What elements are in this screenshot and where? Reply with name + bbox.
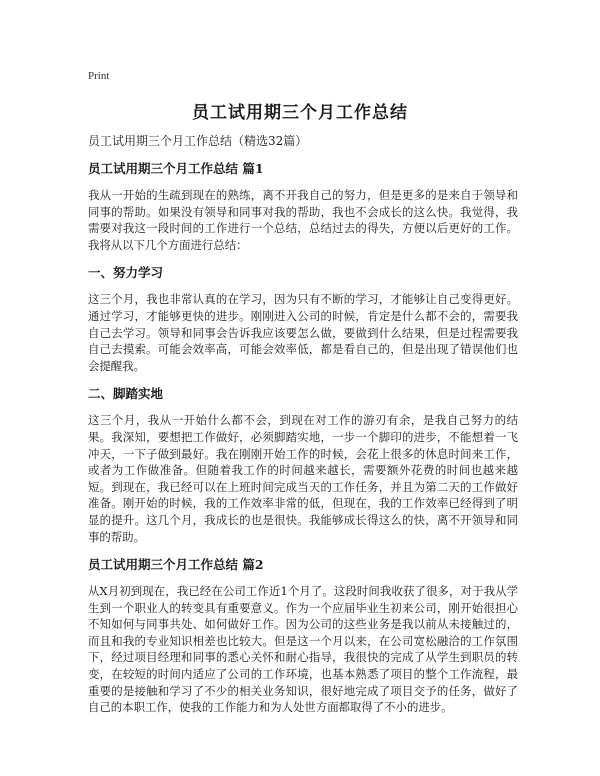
section-1-paragraph-practical: 这三个月，我从一开始什么都不会，到现在对工作的游刃有余，是我自己努力的结果。我深知，要想把工作做好，必须脚踏实地，一步一个脚印的进步，不能想着一飞冲天，一下子做到最好。我在刚刚开始工作的时候，会花上很多的休息时间来工作，或者为工作做准备。但随着我工作的时间越来越长，需要额外花费的时间也越来越短。到现在，我已经可以在上班时间完成当天的工作任务，并且为第二天的工作做好准备。刚开始的时候，我的工作效率非常的低，但现在，我的工作效率已经得到了明显的提升。这几个月，我成长的也是很快。我能够成长得这么的快，离不开领导和同事的帮助。 <box>88 413 518 544</box>
document-subtitle: 员工试用期三个月工作总结（精选32篇） <box>88 134 308 148</box>
section-1-title: 员工试用期三个月工作总结 篇1 <box>88 161 264 176</box>
section-1-intro: 我从一开始的生疏到现在的熟练，离不开我自己的努力，但是更多的是来自于领导和同事的帮助。如果没有领导和同事对我的帮助，我也不会成长的这么快。我觉得，我需要对我这一段时间的工作进行一个总结，总结过去的得失，方便以后更好的工作。我将从以下几个方面进行总结： <box>88 188 518 252</box>
section-1-paragraph-study: 这三个月，我也非常认真的在学习，因为只有不断的学习，才能够让自己变得更好。通过学习，才能够更快的进步。刚刚进入公司的时候，肯定是什么都不会的，需要我自己去学习。领导和同事会告诉我应该要怎么做，要做到什么结果，但是过程需要我自己去摸索。可能会效率高，可能会效率低，都是看自己的，但是出现了错误他们也会提醒我。 <box>88 292 518 373</box>
page-title: 员工试用期三个月工作总结 <box>192 103 408 123</box>
section-1-heading-study: 一、努力学习 <box>88 265 164 281</box>
section-1-heading-practical: 二、脚踏实地 <box>88 386 164 402</box>
section-2-title: 员工试用期三个月工作总结 篇2 <box>88 557 264 573</box>
print-link[interactable]: Print <box>88 70 110 82</box>
document-body <box>88 133 518 728</box>
section-2-paragraph: 从X月初到现在，我已经在公司工作近1个月了。这段时间我收获了很多，对于我从学生到一个职业人的转变具有重要意义。作为一个应届毕业生初来公司，刚开始很担心不知如何与同事共处、如何做好工作。因为公司的这些业务是我以前从未接触过的，而且和我的专业知识相差也比较大。但是这一个月以来，在公司宽松融洽的工作氛围下，经过项目经理和同事的悉心关怀和耐心指导，我很快的完成了从学生到职员的转变，在较短的时间内适应了公司的工作环境，也基本熟悉了项目的整个工作流程，最重要的是接触和学习了不少的相关业务知识，很好地完成了项目交予的任务，做好了自己的本职工作，使我的工作能力和为人处世方面都取得了不小的进步。 <box>88 584 518 715</box>
